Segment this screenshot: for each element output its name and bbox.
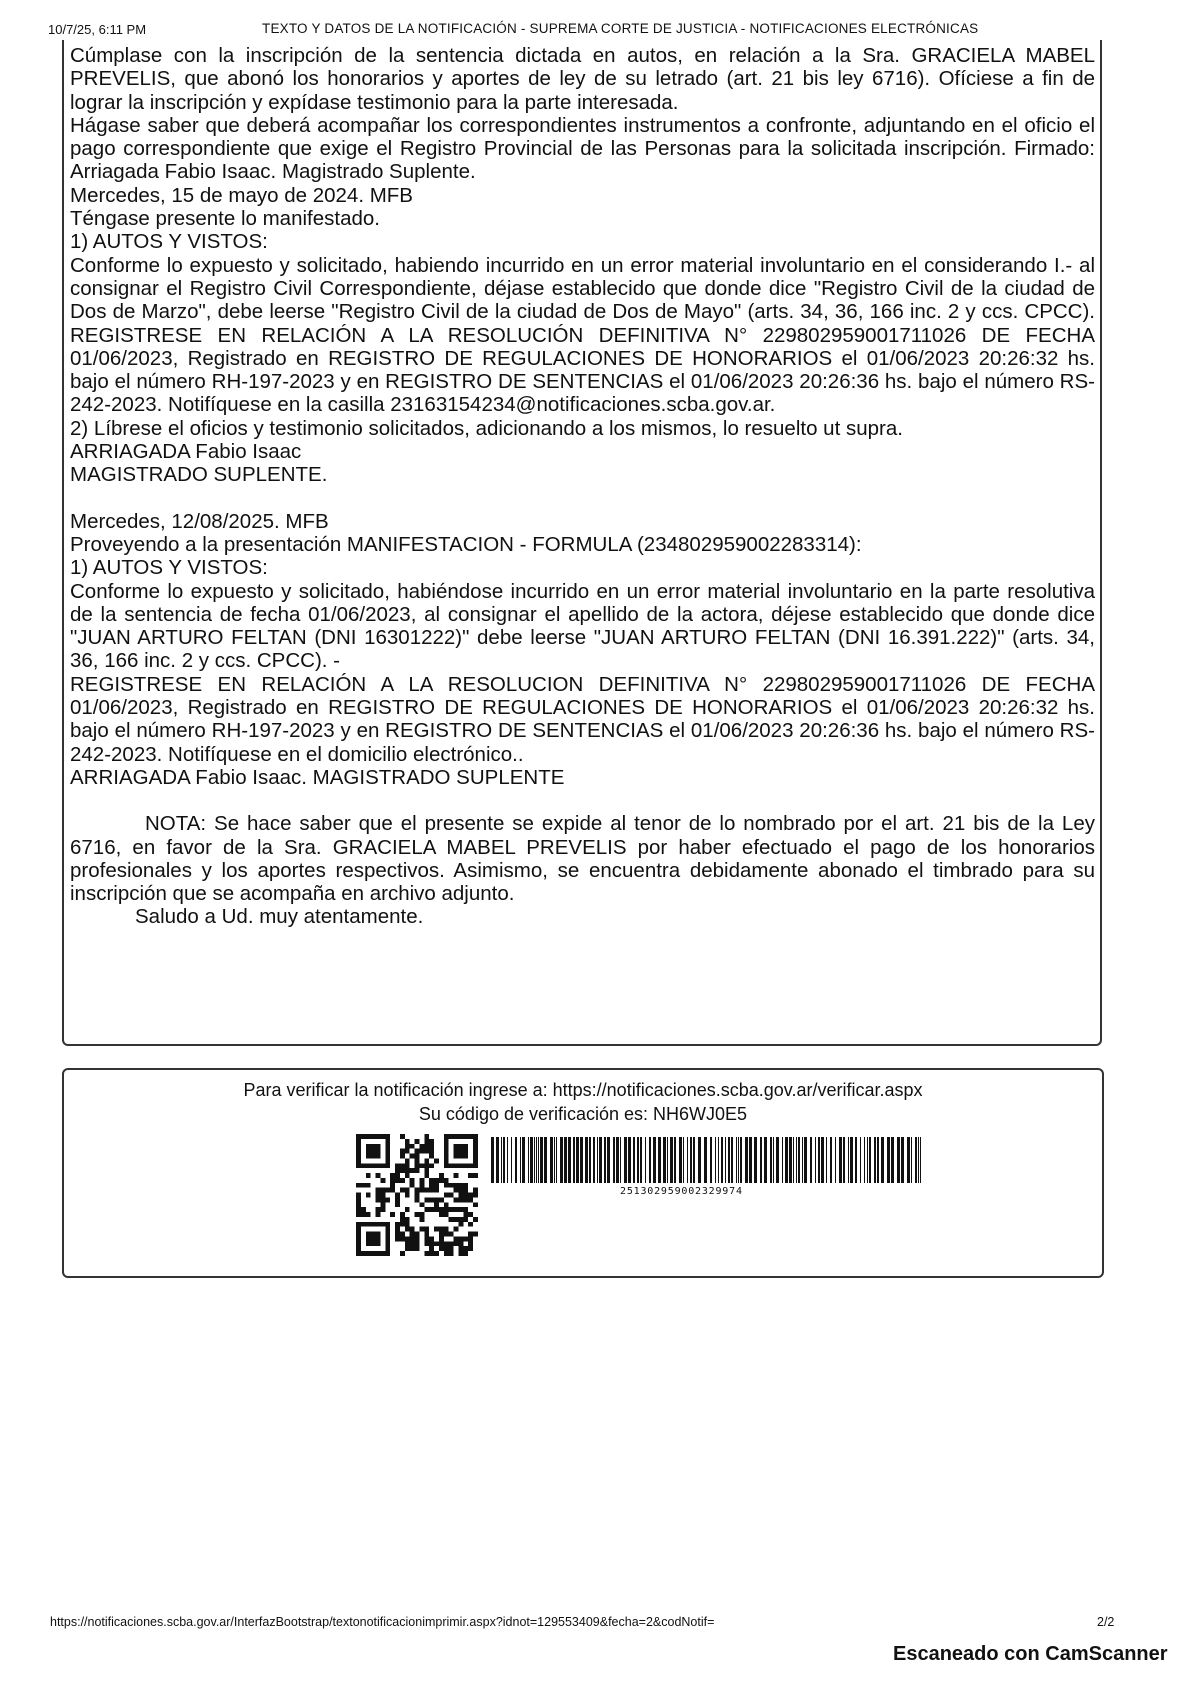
qr-finder-top-right bbox=[444, 1134, 478, 1168]
page-number: 2/2 bbox=[1097, 1615, 1115, 1629]
paragraph-nota: NOTA: Se hace saber que el presente se expide al tenor de lo nombrado por el art. 21 bis de la Ley 6716, en favor de la Sra. GRACIELA MABEL PREVELIS por haber efectuado el pago de los honorarios profesionales y los aportes respectivos. Asimismo, se encuentra debidamente abonado el timbrado para su inscripción que se acompaña en archivo adjunto. bbox=[70, 812, 1095, 906]
paragraph-cumplase: Cúmplase con la inscripción de la sentencia dictada en autos, en relación a la Sra. GRACIELA MABEL PREVELIS, que abonó los honorarios y aportes de ley de su letrado (art. 21 bis ley 6716). Ofíciese a fin de lograr la inscripción y expídase testimonio para la parte interesada. bbox=[70, 44, 1095, 114]
autos-y-vistos-heading-2: 1) AUTOS Y VISTOS: bbox=[70, 556, 268, 580]
paragraph-tengase: Téngase presente lo manifestado. bbox=[70, 207, 380, 231]
barcode-bars bbox=[491, 1137, 921, 1183]
date-line-2024: Mercedes, 15 de mayo de 2024. MFB bbox=[70, 183, 413, 207]
signature-line: ARRIAGADA Fabio Isaac. MAGISTRADO SUPLENTE bbox=[70, 765, 565, 789]
barcode-number: 251302959002329974 bbox=[620, 1186, 743, 1197]
paragraph-hagase-saber: Hágase saber que deberá acompañar los correspondientes instrumentos a confronte, adjuntando en el oficio el pago correspondiente que exige el Registro Provincial de las Personas para la solicitada inscripción. Firmado: Arriagada Fabio Isaac. Magistrado Suplente. bbox=[70, 113, 1095, 184]
qr-finder-bottom-left bbox=[356, 1222, 390, 1256]
paragraph-proveyendo: Proveyendo a la presentación MANIFESTACION - FORMULA (234802959002283314): bbox=[70, 532, 862, 556]
qr-finder-top-left bbox=[356, 1134, 390, 1168]
closing-salutation: Saludo a Ud. muy atentamente. bbox=[135, 905, 424, 929]
paragraph-librese: 2) Líbrese el oficios y testimonio solicitados, adicionando a los mismos, lo resuelto ut supra. bbox=[70, 416, 903, 440]
signature-name: ARRIAGADA Fabio Isaac bbox=[70, 440, 302, 464]
footer-url: https://notificaciones.scba.gov.ar/InterfazBootstrap/textonotificacionimprimir.aspx?idnot=129553409&fecha=2&codNotif= bbox=[50, 1615, 715, 1629]
paragraph-conforme-2025: Conforme lo expuesto y solicitado, habiéndose incurrido en un error material involuntario en la parte resolutiva de la sentencia de fecha 01/06/2023, al consignar el apellido de la actora, déjese establecido que donde dice "JUAN ARTURO FELTAN (DNI 16301222)" debe leerse "JUAN ARTURO FELTAN (DNI 16.391.222)" (arts. 34, 36, 166 inc. 2 y ccs. CPCC). - bbox=[70, 579, 1095, 673]
date-line-2025: Mercedes, 12/08/2025. MFB bbox=[70, 509, 329, 533]
verification-code-line: Su código de verificación es: NH6WJ0E5 bbox=[418, 1104, 748, 1124]
paragraph-registrese: REGISTRESE EN RELACIÓN A LA RESOLUCION DEFINITIVA N° 229802959001711026 DE FECHA 01/06/2023, Registrado en REGISTRO DE REGULACIONES DE HONORARIOS el 01/06/2023 20:26:32 hs. bajo el número RH-197-2023 y en REGISTRO DE SENTENCIAS el 01/06/2023 20:26:36 hs. bajo el número RS-242-2023. Notifíquese en el domicilio electrónico.. bbox=[70, 672, 1095, 766]
spacer bbox=[70, 789, 1095, 812]
header-datetime: 10/7/25, 6:11 PM bbox=[48, 22, 147, 37]
verification-url-line: Para verificar la notificación ingrese a: https://notificaciones.scba.gov.ar/verificar.aspx bbox=[243, 1080, 923, 1100]
autos-y-vistos-heading: 1) AUTOS Y VISTOS: bbox=[70, 230, 268, 254]
spacer bbox=[70, 487, 1095, 510]
notification-body bbox=[70, 44, 1095, 929]
header-title: TEXTO Y DATOS DE LA NOTIFICACIÓN - SUPREMA CORTE DE JUSTICIA - NOTIFICACIONES ELECTRÓNICAS bbox=[262, 21, 979, 36]
camscanner-watermark: Escaneado con CamScanner bbox=[893, 1643, 1168, 1665]
paragraph-conforme-2024: Conforme lo expuesto y solicitado, habiendo incurrido en un error material involuntario en el considerando I.- al consignar el Registro Civil Correspondiente, déjase establecido que donde dice "Registro Civil de la ciudad de Dos de Marzo", debe leerse "Registro Civil de la ciudad de Dos de Mayo" (arts. 34, 36, 166 inc. 2 y ccs. CPCC). REGISTRESE EN RELACIÓN A LA RESOLUCIÓN DEFINITIVA N° 229802959001711026 DE FECHA 01/06/2023, Registrado en REGISTRO DE REGULACIONES DE HONORARIOS el 01/06/2023 20:26:32 hs. bajo el número RH-197-2023 y en REGISTRO DE SENTENCIAS el 01/06/2023 20:26:36 hs. bajo el número RS-242-2023. Notifíquese en la casilla 23163154234@notificaciones.scba.gov.ar. bbox=[70, 253, 1095, 417]
signature-title: MAGISTRADO SUPLENTE. bbox=[70, 463, 328, 487]
qr-code-icon bbox=[356, 1134, 478, 1256]
barcode-icon bbox=[491, 1137, 927, 1183]
